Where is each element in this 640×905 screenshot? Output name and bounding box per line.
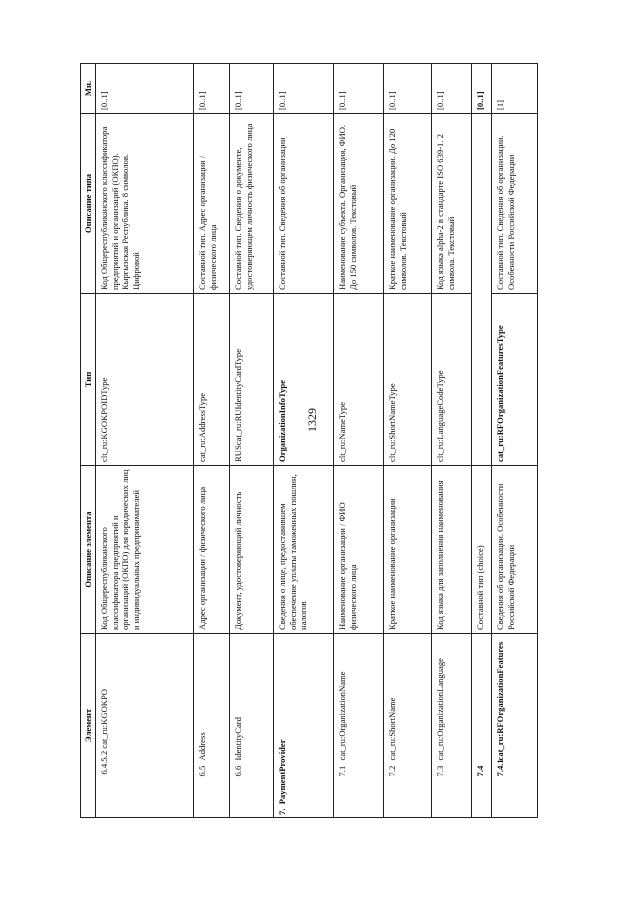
- table-row: [472, 64, 492, 818]
- row-number: 6.5: [194, 764, 230, 778]
- table-row: [492, 64, 538, 818]
- header-type-description: Описание типа: [81, 114, 96, 294]
- table-row: [274, 64, 334, 818]
- element-name: PaymentProvider: [277, 739, 288, 805]
- type-description-cell: Краткое наименование организации. До 120 символов. Текстовый: [384, 114, 432, 294]
- type-cell: cat_ru:AddressType: [194, 294, 230, 466]
- type-description-cell: Составной тип. Адрес организации / физического лица: [194, 114, 230, 294]
- multiplicity-cell: [1]: [492, 64, 538, 114]
- type-cell: OrganizationInfoType: [274, 294, 334, 466]
- specification-table: [80, 63, 538, 818]
- element-description-cell: Адрес организации / физического лица: [194, 466, 230, 634]
- header-row: [81, 64, 96, 818]
- multiplicity-cell: [0..1]: [384, 64, 432, 114]
- multiplicity-cell: [0..1]: [230, 64, 274, 114]
- type-cell: [472, 294, 492, 466]
- type-description-cell: Составной тип. Сведения об организации: [274, 114, 334, 294]
- indent-cell: [230, 778, 274, 818]
- type-cell: cat_ru:RFOrganizationFeaturesType: [492, 294, 538, 466]
- type-cell: clt_ru:LanguageCodeType: [432, 294, 472, 466]
- element-description-cell: Сведения о лице, предоставившем обеспечение уплаты таможенных пошлин, налогов: [274, 466, 334, 634]
- row-number: 7.1: [334, 764, 384, 778]
- type-description-cell: Составной тип. Сведения о документе, удостоверяющем личность физического лица: [230, 114, 274, 294]
- row-number: 6.6: [230, 764, 274, 778]
- table-row: [432, 64, 472, 818]
- type-description-cell: Код языка alpha-2 в стандарте ISO 639-1. 2 символа. Текстовый: [432, 114, 472, 294]
- type-description-cell: Наименование субъекта. Организация, ФИО. До 150 символов. Текстовый: [334, 114, 384, 294]
- element-description-cell: Краткое наименование организации: [384, 466, 432, 634]
- element-cell: [96, 634, 194, 778]
- indent-cell: [384, 778, 432, 818]
- element-name: cat_ru:OrganizationName: [334, 634, 384, 764]
- table-row: [230, 64, 274, 818]
- element-cell: [274, 634, 334, 818]
- type-cell: RUScat_ru:RUIdentityCardType: [230, 294, 274, 466]
- indent-cell: [492, 778, 538, 818]
- specification-table-rotated: [80, 64, 522, 818]
- row-number: 7.4.1: [492, 764, 538, 778]
- element-name: cat_ru:RFOrganizationFeatures: [492, 634, 538, 764]
- header-type: Тип: [81, 294, 96, 466]
- element-description-cell: Код языка для заполнения наименования: [432, 466, 472, 634]
- element-description-cell: Код Общереспубликанского классификатора предприятий и организаций (ОКПО) для юридических лиц и индивидуальных предпринимателей: [96, 466, 194, 634]
- type-description-cell: Код Общереспубликанского классификатора предприятий и организаций (ОКПО). Кыргызская Республика. 8 символов. Цифровой: [96, 114, 194, 294]
- element-description-cell: Сведения об организации. Особенности Российской Федерации: [492, 466, 538, 634]
- multiplicity-cell: [0..1]: [432, 64, 472, 114]
- type-description-cell: [472, 114, 492, 294]
- element-name: IdentityCard: [230, 634, 274, 764]
- indent-cell: [96, 778, 194, 818]
- multiplicity-cell: [0..1]: [274, 64, 334, 114]
- indent-cell: [194, 778, 230, 818]
- table-row: [334, 64, 384, 818]
- row-number: 6.4.5.2: [99, 750, 110, 775]
- indent-cell: [432, 778, 472, 818]
- table-row: [384, 64, 432, 818]
- header-element-description: Описание элемента: [81, 466, 96, 634]
- element-description-cell: Документ, удостоверяющий личность: [230, 466, 274, 634]
- indent-cell: [334, 778, 384, 818]
- table-row: [194, 64, 230, 818]
- element-name: Address: [194, 634, 230, 764]
- multiplicity-cell: [0..1]: [194, 64, 230, 114]
- element-name: cat_ru:ShortName: [384, 634, 432, 764]
- row-number: 7.3: [432, 764, 472, 778]
- indent-cell: [472, 778, 492, 818]
- row-number: 7.4: [472, 764, 492, 778]
- multiplicity-cell: [0..1]: [334, 64, 384, 114]
- type-cell: clt_ru:NameType: [334, 294, 384, 466]
- multiplicity-cell: [0..1]: [96, 64, 194, 114]
- element-description-cell: Составной тип (choice): [472, 466, 492, 634]
- header-multiplicity: Мн.: [81, 64, 96, 114]
- page-number: 1329: [305, 408, 319, 432]
- element-name: [472, 634, 492, 764]
- multiplicity-cell: [0..1]: [472, 64, 492, 114]
- table-row: [96, 64, 194, 818]
- type-description-cell: Составной тип. Сведения об организации. Особенности Российской Федерации: [492, 114, 538, 294]
- element-name: cat_ru:OrganizationLanguage: [432, 634, 472, 764]
- type-cell: clt_ru:KGOKPOIDType: [96, 294, 194, 466]
- element-name: cat_ru:KGOKPO: [99, 689, 110, 749]
- row-number: 7.: [277, 808, 288, 815]
- header-element: Элемент: [81, 634, 96, 818]
- row-number: 7.2: [384, 764, 432, 778]
- element-description-cell: Наименование организации / ФИО физического лица: [334, 466, 384, 634]
- type-cell: clt_ru:ShortNameType: [384, 294, 432, 466]
